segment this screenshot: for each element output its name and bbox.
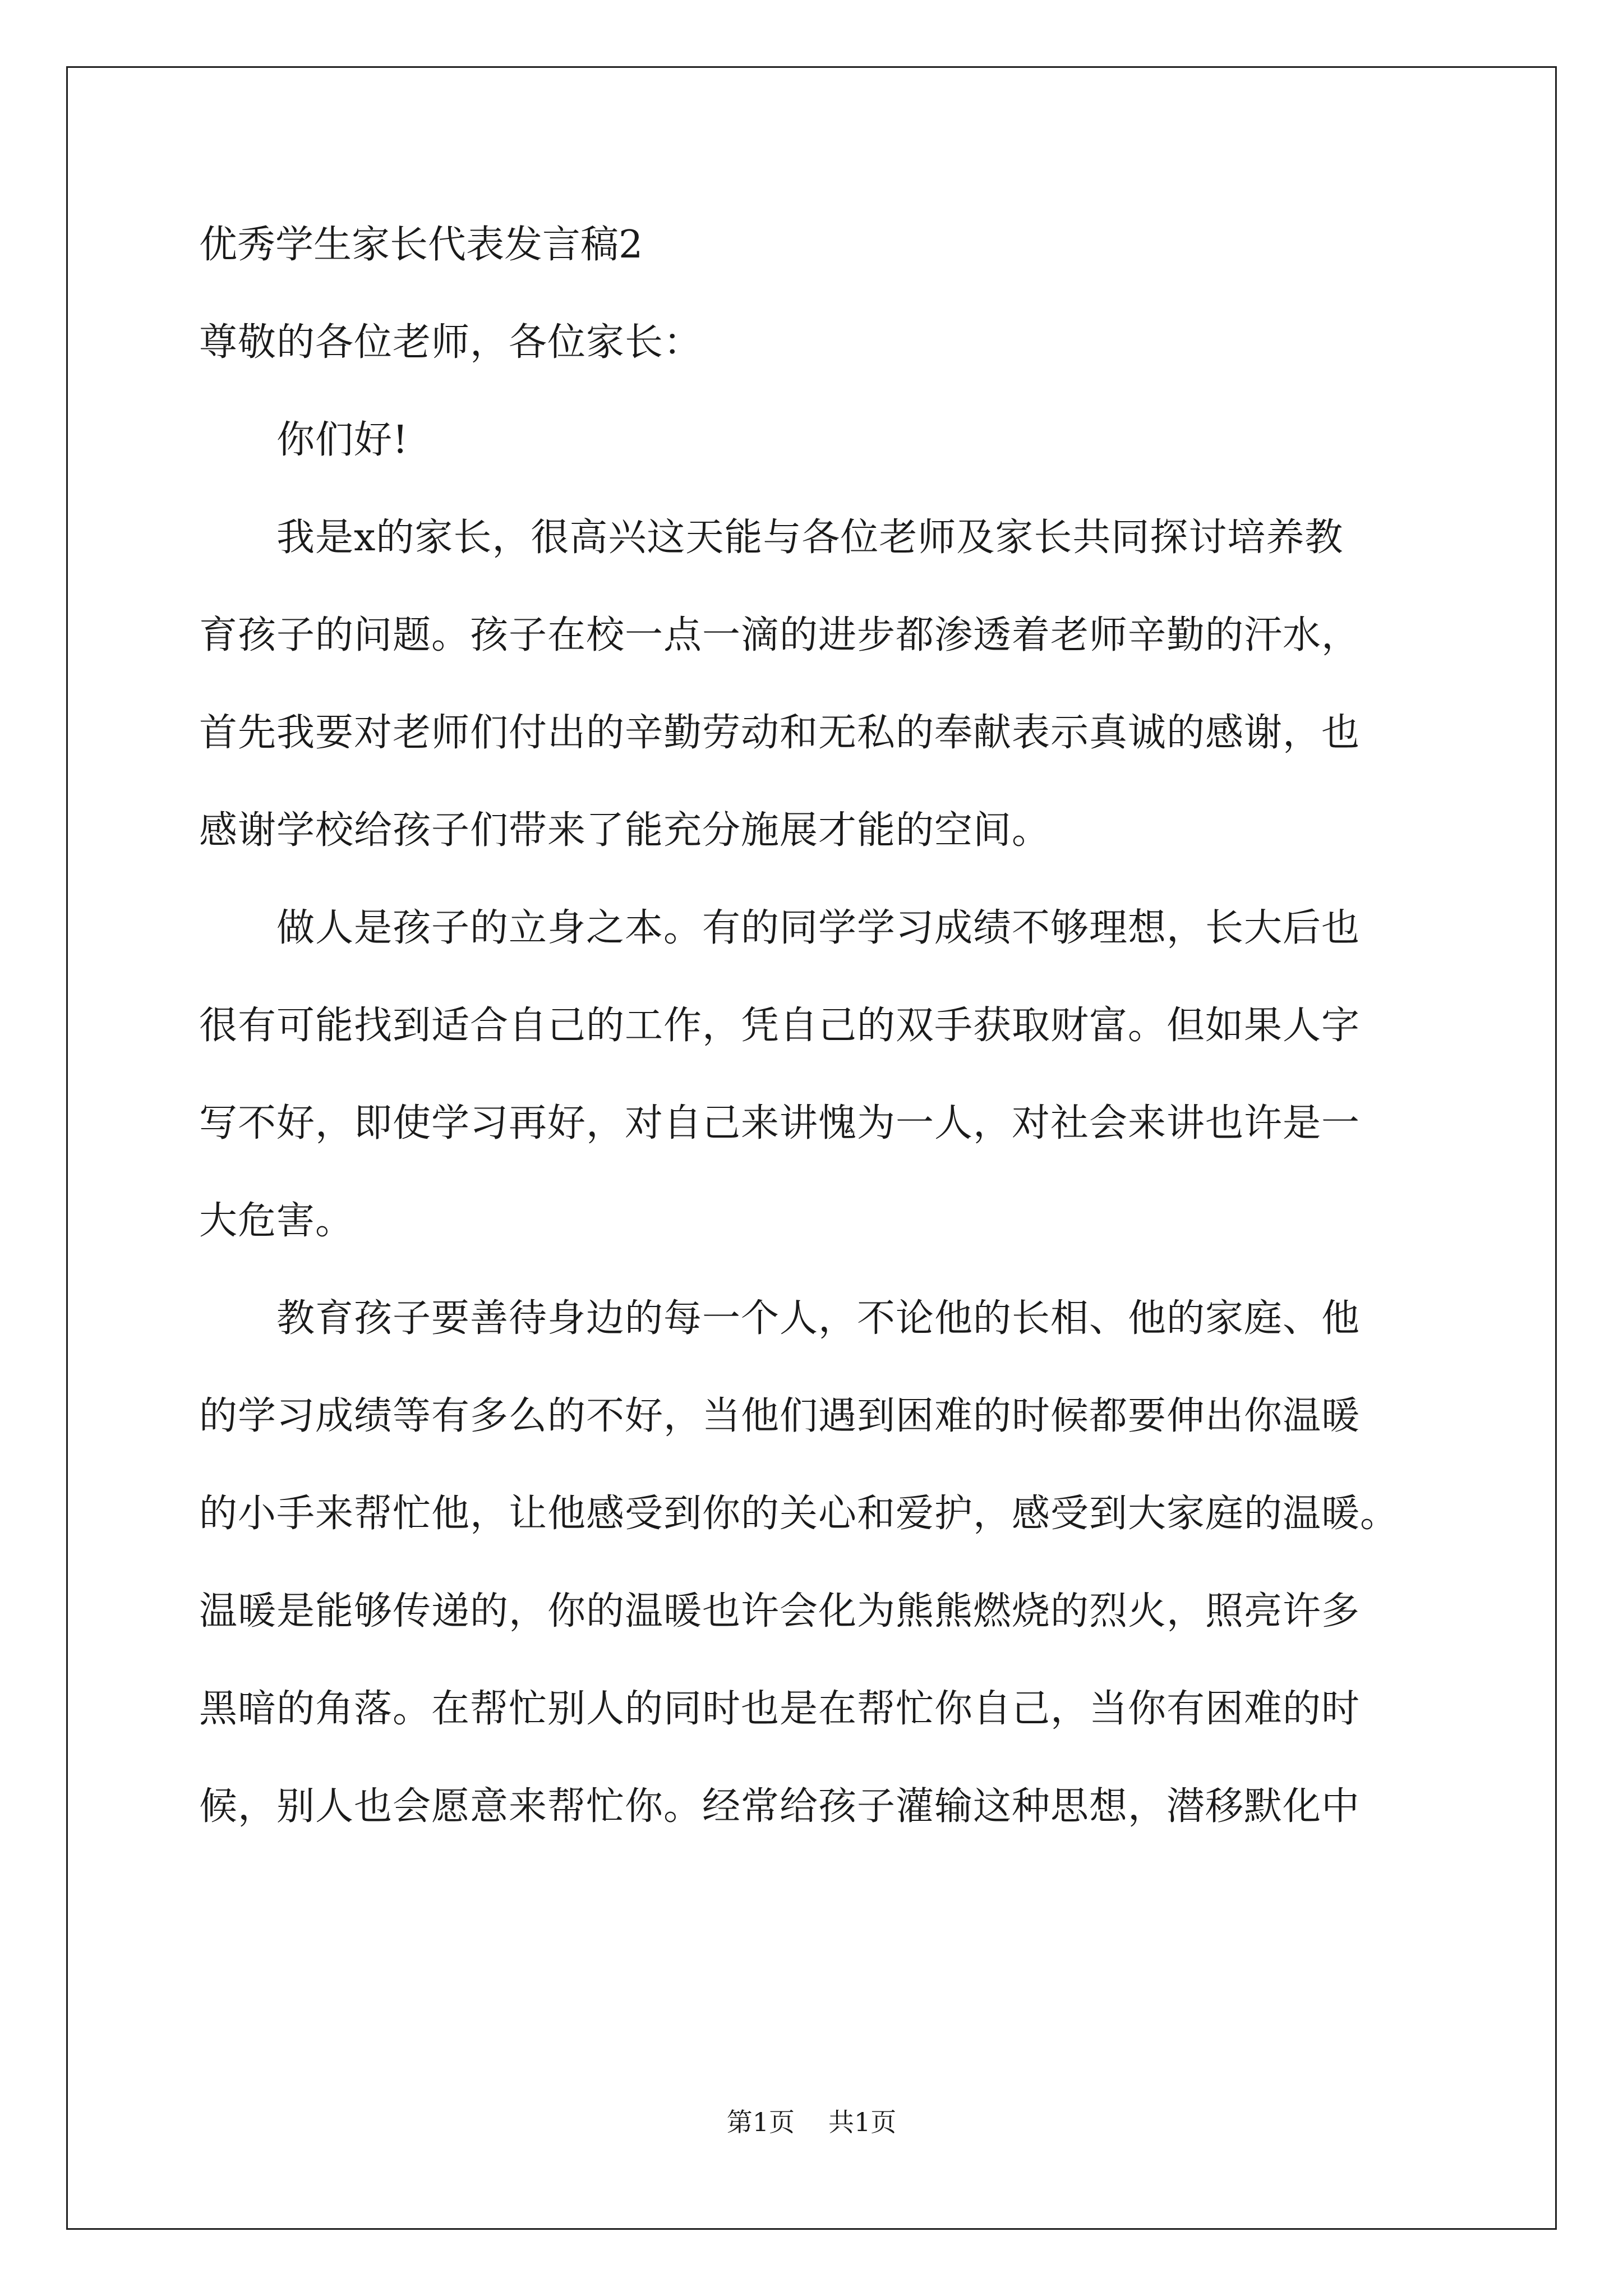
paragraph-line: 写不好，即使学习再好，对自己来讲愧为一人，对社会来讲也许是一 bbox=[199, 1101, 1361, 1145]
paragraph-line: 温暖是能够传递的，你的温暖也许会化为熊熊燃烧的烈火，照亮许多 bbox=[199, 1589, 1361, 1634]
paragraph-line: 首先我要对老师们付出的辛勤劳动和无私的奉献表示真诚的感谢，也 bbox=[199, 711, 1361, 755]
document-body bbox=[199, 224, 1433, 1884]
salutation-line: 尊敬的各位老师，各位家长： bbox=[199, 320, 703, 365]
paragraph-line: 大危害。 bbox=[199, 1199, 354, 1243]
paragraph-line: 很有可能找到适合自己的工作，凭自己的双手获取财富。但如果人字 bbox=[199, 1004, 1361, 1048]
page-footer bbox=[0, 2108, 1623, 2136]
greeting-line: 你们好! bbox=[199, 418, 409, 462]
paragraph-line: 的小手来帮忙他，让他感受到你的关心和爱护，感受到大家庭的温暖。 bbox=[199, 1492, 1399, 1536]
paragraph-line: 黑暗的角落。在帮忙别人的同时也是在帮忙你自己，当你有困难的时 bbox=[199, 1687, 1361, 1731]
document-title: 优秀学生家长代表发言稿2 bbox=[199, 223, 643, 267]
paragraph-line: 我是x的家长，很高兴这天能与各位老师及家长共同探讨培养教 bbox=[199, 516, 1344, 560]
paragraph-line: 的学习成绩等有多么的不好，当他们遇到困难的时候都要伸出你温暖 bbox=[199, 1394, 1361, 1438]
paragraph-line: 育孩子的问题。孩子在校一点一滴的进步都渗透着老师辛勤的汗水， bbox=[199, 613, 1361, 657]
paragraph-line: 候，别人也会愿意来帮忙你。经常给孩子灌输这种思想，潜移默化中 bbox=[199, 1784, 1361, 1829]
page-number: 第1页 bbox=[726, 2107, 795, 2137]
page-count: 共1页 bbox=[828, 2107, 897, 2137]
paragraph-line: 感谢学校给孩子们带来了能充分施展才能的空间。 bbox=[199, 808, 1051, 853]
paragraph-line: 做人是孩子的立身之本。有的同学学习成绩不够理想，长大后也 bbox=[199, 906, 1361, 950]
paragraph-line: 教育孩子要善待身边的每一个人，不论他的长相、他的家庭、他 bbox=[199, 1296, 1361, 1341]
